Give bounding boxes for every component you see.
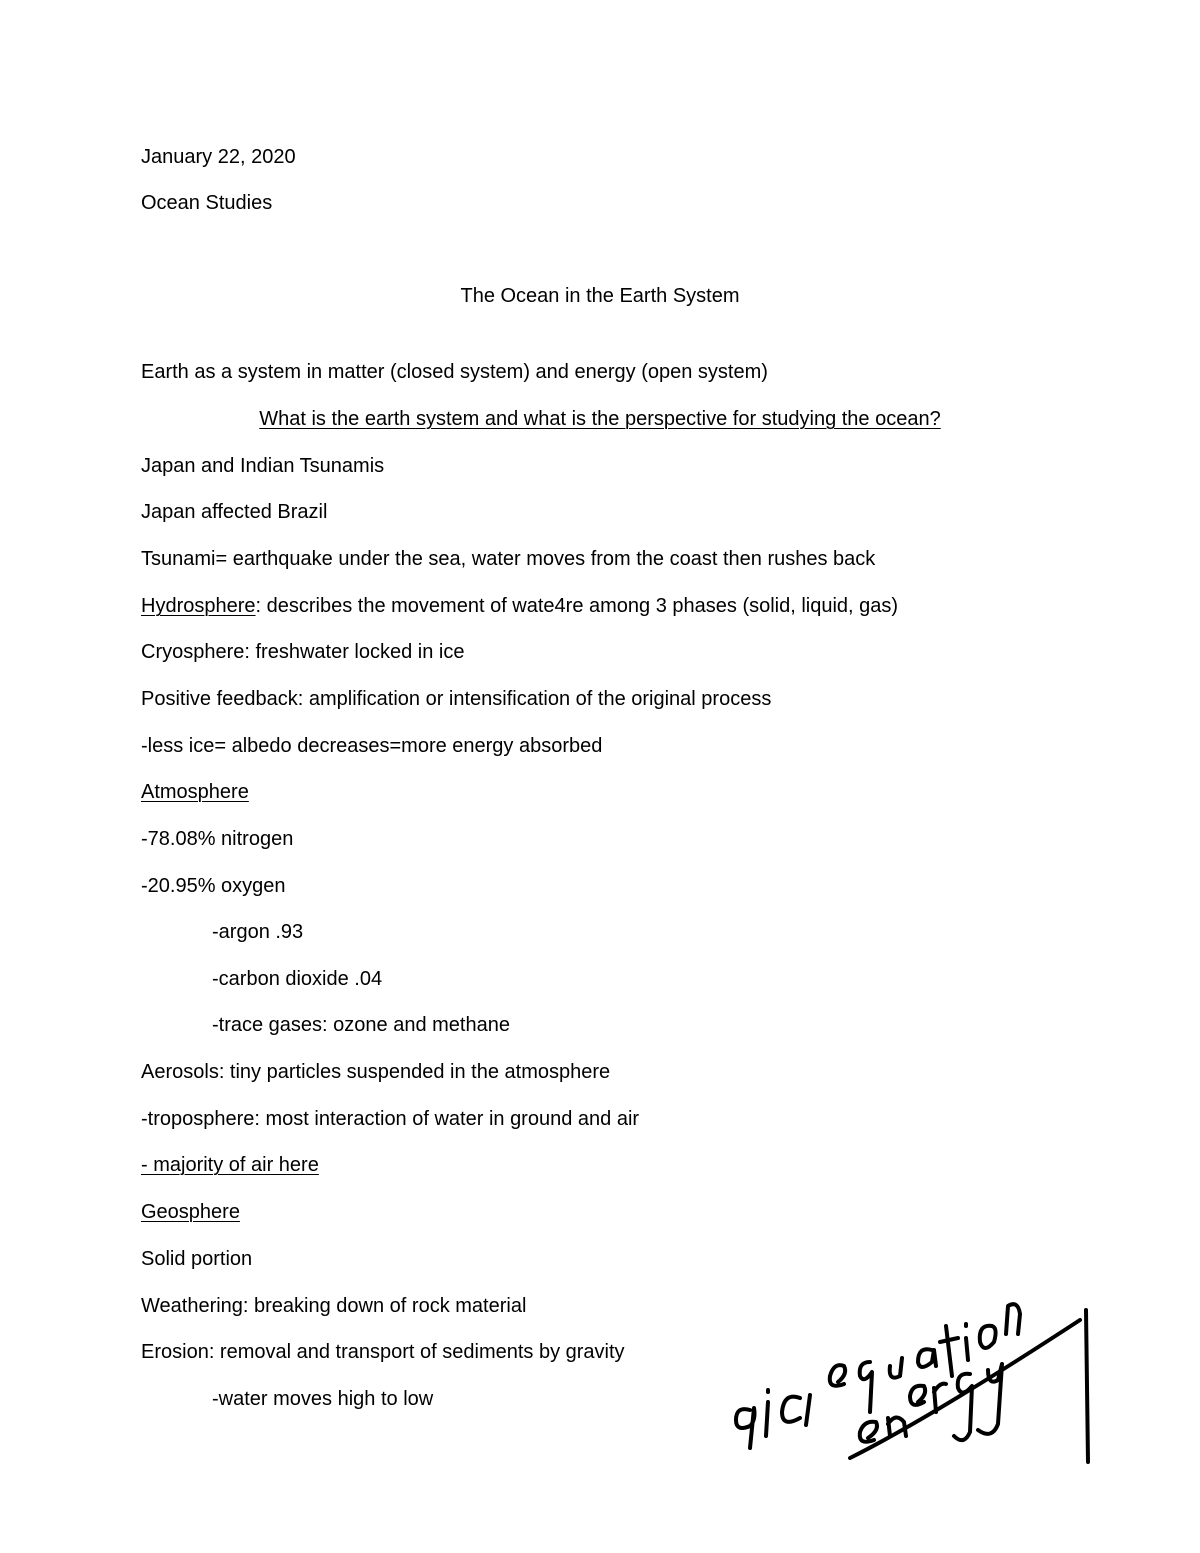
note-line: Aerosols: tiny particles suspended in the atmosphere (141, 1061, 611, 1083)
note-line: Weathering: breaking down of rock material (141, 1295, 527, 1317)
question-heading: What is the earth system and what is the perspective for studying the ocean? (259, 408, 941, 430)
course-line: Ocean Studies (141, 192, 273, 214)
hydrosphere-line (141, 594, 898, 618)
note-line: Cryosphere: freshwater locked in ice (141, 641, 465, 663)
document-title: The Ocean in the Earth System (460, 285, 740, 307)
note-line: Solid portion (141, 1248, 253, 1270)
note-line-indented: -carbon dioxide .04 (212, 968, 383, 990)
note-line: -less ice= albedo decreases=more energy absorbed (141, 735, 603, 757)
note-line-underlined: - majority of air here (141, 1154, 319, 1176)
note-line: -20.95% oxygen (141, 875, 286, 897)
note-line: Japan and Indian Tsunamis (141, 455, 385, 477)
note-line-indented: -argon .93 (212, 921, 304, 943)
note-line-indented: -trace gases: ozone and methane (212, 1014, 510, 1036)
intro-line: Earth as a system in matter (closed system) and energy (open system) (141, 361, 768, 383)
note-line: Positive feedback: amplification or intensification of the original process (141, 688, 772, 710)
hydrosphere-definition: : describes the movement of wate4re among 3 phases (solid, liquid, gas) (255, 595, 899, 617)
date-line: January 22, 2020 (141, 146, 296, 168)
note-line-indented: -water moves high to low (212, 1388, 434, 1410)
hydrosphere-term: Hydrosphere (141, 595, 256, 617)
note-line: Erosion: removal and transport of sediments by gravity (141, 1341, 625, 1363)
note-line: -78.08% nitrogen (141, 828, 294, 850)
geosphere-heading: Geosphere (141, 1201, 240, 1223)
atmosphere-heading: Atmosphere (141, 781, 249, 803)
note-line: Tsunami= earthquake under the sea, water moves from the coast then rushes back (141, 548, 876, 570)
handwritten-scribble (720, 1270, 1100, 1470)
note-line: Japan affected Brazil (141, 501, 328, 523)
note-line: -troposphere: most interaction of water in ground and air (141, 1108, 640, 1130)
